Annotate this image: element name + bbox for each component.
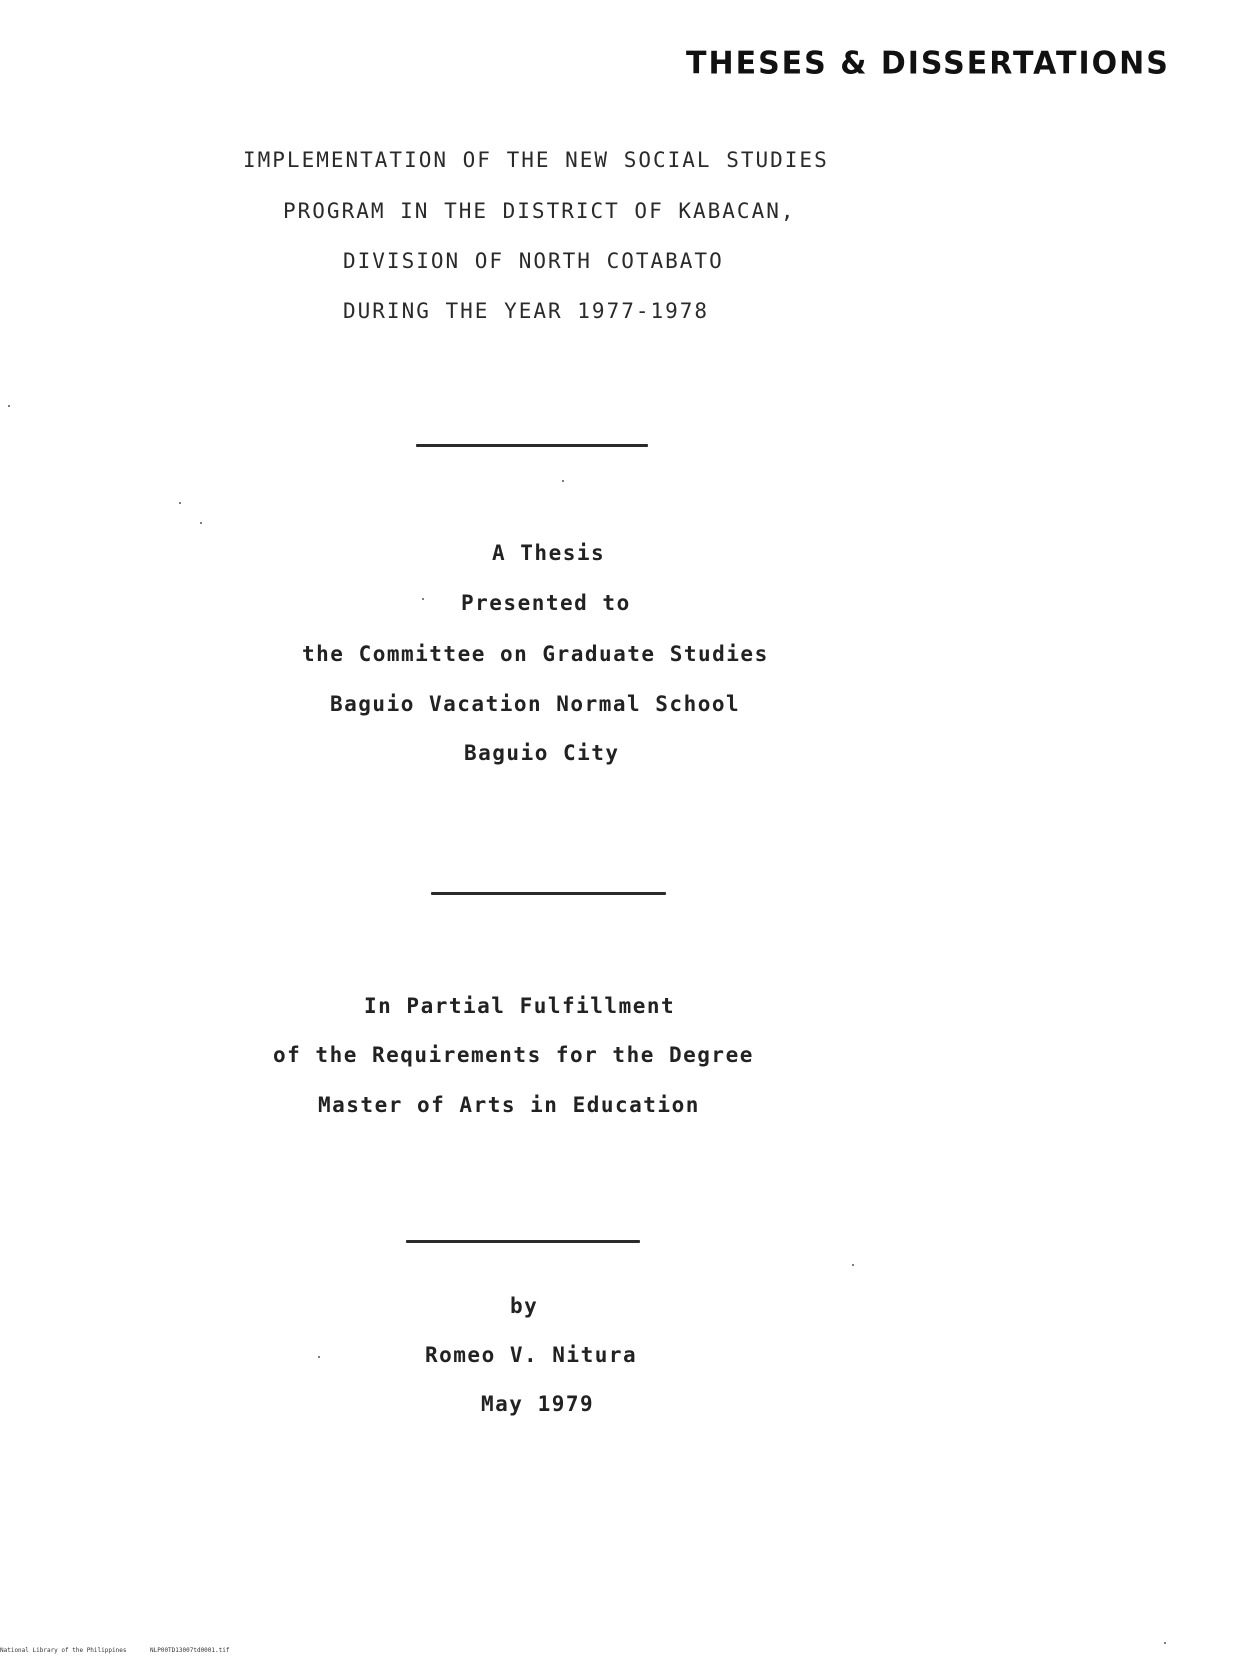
scan-speck xyxy=(852,1264,854,1266)
divider-3 xyxy=(406,1240,640,1243)
title-line-3: DIVISION OF NORTH COTABATO xyxy=(343,249,724,273)
footer-library: National Library of the Philippines xyxy=(0,1647,127,1654)
scan-speck xyxy=(200,522,202,524)
presentation-line-3: the Committee on Graduate Studies xyxy=(302,642,769,666)
presentation-line-1: A Thesis xyxy=(492,541,606,565)
scan-speck xyxy=(1164,1642,1166,1644)
footer-filename: NLP00TD13007td0001.tif xyxy=(150,1647,230,1654)
author-by: by xyxy=(510,1294,539,1318)
archive-stamp: THESES & DISSERTATIONS xyxy=(686,45,1170,82)
submission-date: May 1979 xyxy=(481,1392,595,1416)
presentation-line-2: Presented to xyxy=(461,591,631,615)
title-line-4: DURING THE YEAR 1977-1978 xyxy=(343,299,710,323)
title-line-1: IMPLEMENTATION OF THE NEW SOCIAL STUDIES xyxy=(243,148,829,172)
scan-speck xyxy=(8,405,10,407)
divider-2 xyxy=(431,892,666,895)
author-name: Romeo V. Nitura xyxy=(425,1343,638,1367)
scan-speck xyxy=(422,598,424,600)
fulfillment-line-1: In Partial Fulfillment xyxy=(364,994,676,1018)
scan-speck xyxy=(318,1356,320,1358)
scan-speck xyxy=(179,502,181,504)
divider-1 xyxy=(416,444,648,447)
scan-speck xyxy=(562,480,564,482)
fulfillment-line-2: of the Requirements for the Degree xyxy=(273,1043,754,1067)
title-line-2: PROGRAM IN THE DISTRICT OF KABACAN, xyxy=(283,199,796,223)
presentation-line-4: Baguio Vacation Normal School xyxy=(330,692,741,716)
presentation-line-5: Baguio City xyxy=(464,741,620,765)
fulfillment-line-3: Master of Arts in Education xyxy=(318,1093,700,1117)
